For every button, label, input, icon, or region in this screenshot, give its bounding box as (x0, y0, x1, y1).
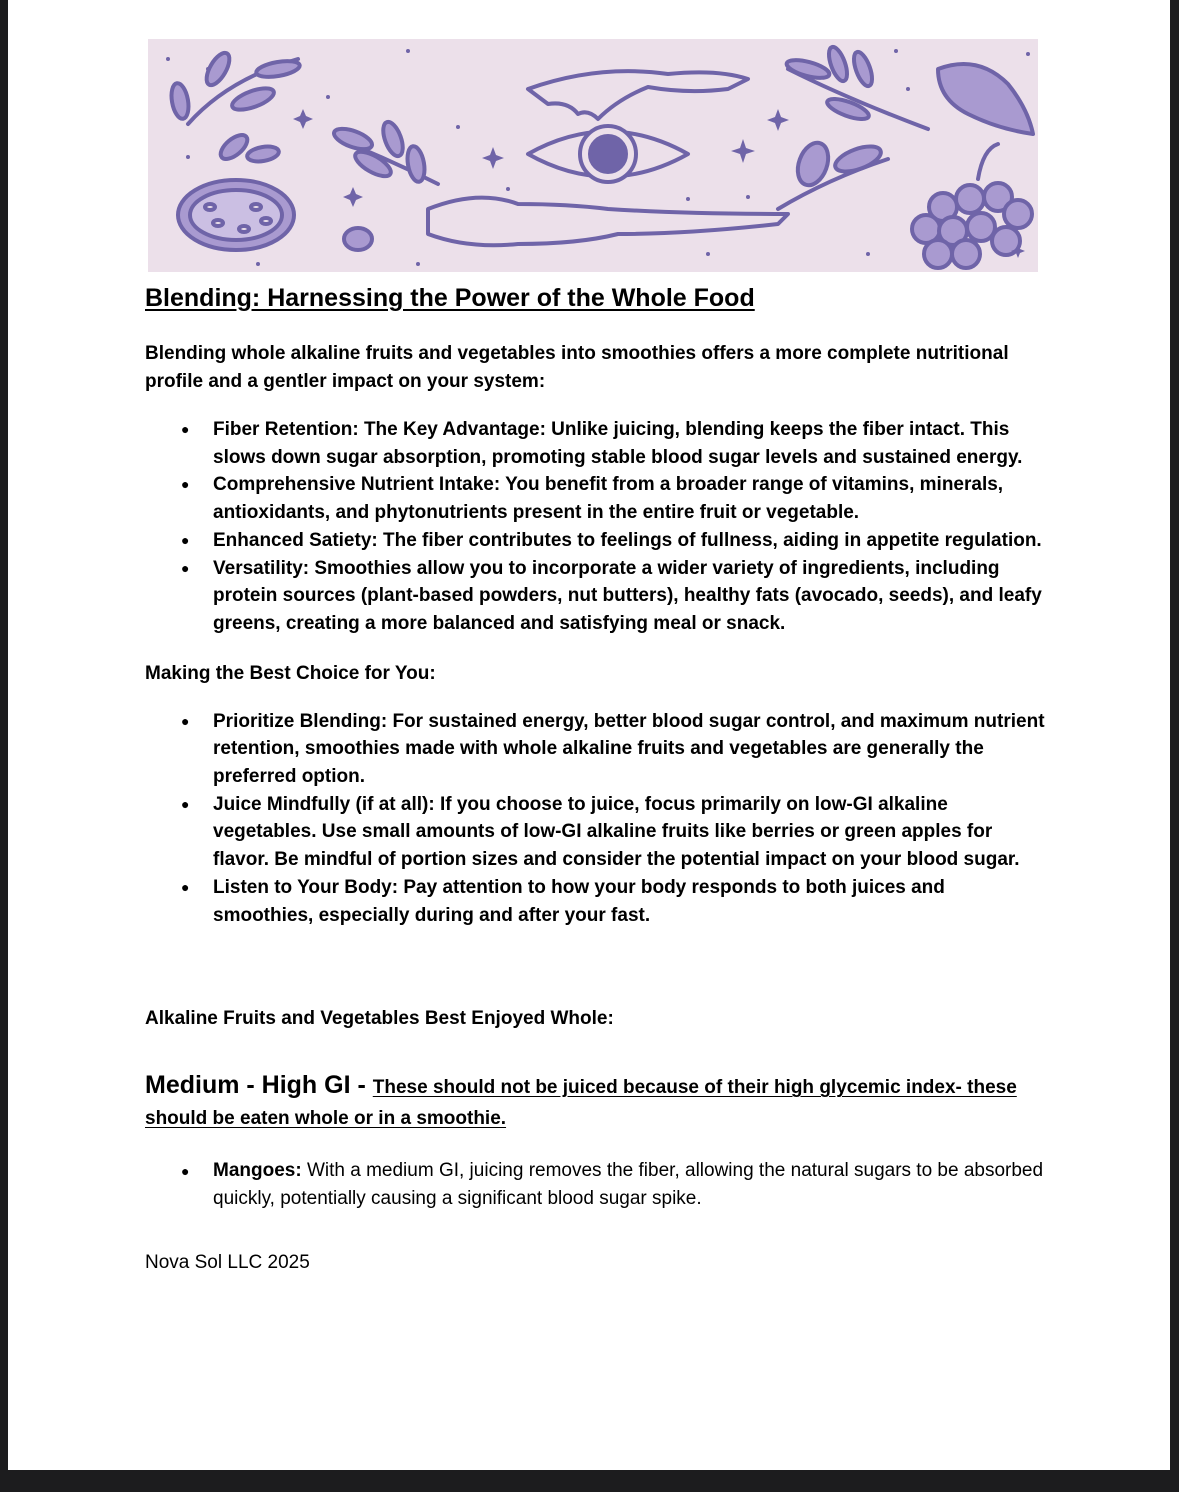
fruit-description: With a medium GI, juicing removes the fiber, allowing the natural sugars to be absorbed quickly, potentially causing a significant blood sugar spike. (213, 1160, 1044, 1210)
list-item: ● Comprehensive Nutrient Intake: You benefit from a broader range of vitamins, minerals, antioxidants, and phytonutrients present in the entire fruit or vegetable. (213, 471, 1045, 526)
page-title: Blending: Harnessing the Power of the Whole Food (145, 284, 755, 312)
bullet-icon: ● (181, 476, 190, 493)
illustration-banner (148, 39, 1038, 272)
list-item: ● Listen to Your Body: Pay attention to how your body responds to both juices and smoothies, especially during and after your fast. (213, 874, 1045, 929)
bullet-icon: ● (181, 795, 190, 812)
bullet-icon: ● (181, 559, 190, 576)
leaf-icon (344, 228, 372, 250)
bullet-icon: ● (181, 878, 190, 895)
fruit-name: Mangoes: (213, 1160, 302, 1182)
gi-subtitle: These should not be juiced because of their high glycemic index- these should be eaten whole or in a smoothie. (145, 1077, 1017, 1130)
intro-paragraph: Blending whole alkaline fruits and vegetables into smoothies offers a more complete nutritional profile and a gentler impact on your system: (145, 343, 1009, 392)
list-item (181, 1157, 1045, 1213)
bullet-icon: ● (181, 421, 190, 437)
document-page (8, 0, 1170, 1470)
list-item: ● Prioritize Blending: For sustained energy, better blood sugar control, and maximum nutrient retention, smoothies made with whole alkaline fruits and vegetables are generally the preferred option. (213, 708, 1045, 791)
footer-text: Nova Sol LLC 2025 (145, 1252, 310, 1274)
list-item: ● Juice Mindfully (if at all): If you choose to juice, focus primarily on low-GI alkaline vegetables. Use small amounts of low-GI alkaline fruits like berries or green apples for flavor. Be mindful of portion sizes and consider the potential impact on your blood sugar. (213, 791, 1045, 874)
bullet-icon: ● (181, 531, 190, 548)
bullet-icon: ● (181, 712, 190, 729)
gi-title: Medium - High GI - (145, 1071, 373, 1100)
choices-list (145, 708, 1045, 930)
gi-heading (145, 1070, 1045, 1135)
benefits-list (145, 416, 1045, 638)
fruits-list (145, 1157, 1045, 1213)
list-item: ● Versatility: Smoothies allow you to incorporate a wider variety of ingredients, including protein sources (plant-based powders, nut butters), healthy fats (avocado, seeds), and leafy greens, creating a more balanced and satisfying meal or snack. (213, 555, 1045, 638)
section-heading: Making the Best Choice for You: (145, 662, 436, 684)
list-item: ● Fiber Retention: The Key Advantage: Unlike juicing, blending keeps the fiber intact. This slows down sugar absorption, promoting stable blood sugar levels and sustained energy. (213, 416, 1045, 471)
list-item: ● Enhanced Satiety: The fiber contributes to feelings of fullness, aiding in appetite regulation. (213, 527, 1045, 555)
section-heading: Alkaline Fruits and Vegetables Best Enjoyed Whole: (145, 1008, 614, 1030)
tomato-slice-icon (178, 180, 294, 250)
bullet-icon: ● (181, 1163, 190, 1180)
document-content (145, 283, 1045, 1277)
